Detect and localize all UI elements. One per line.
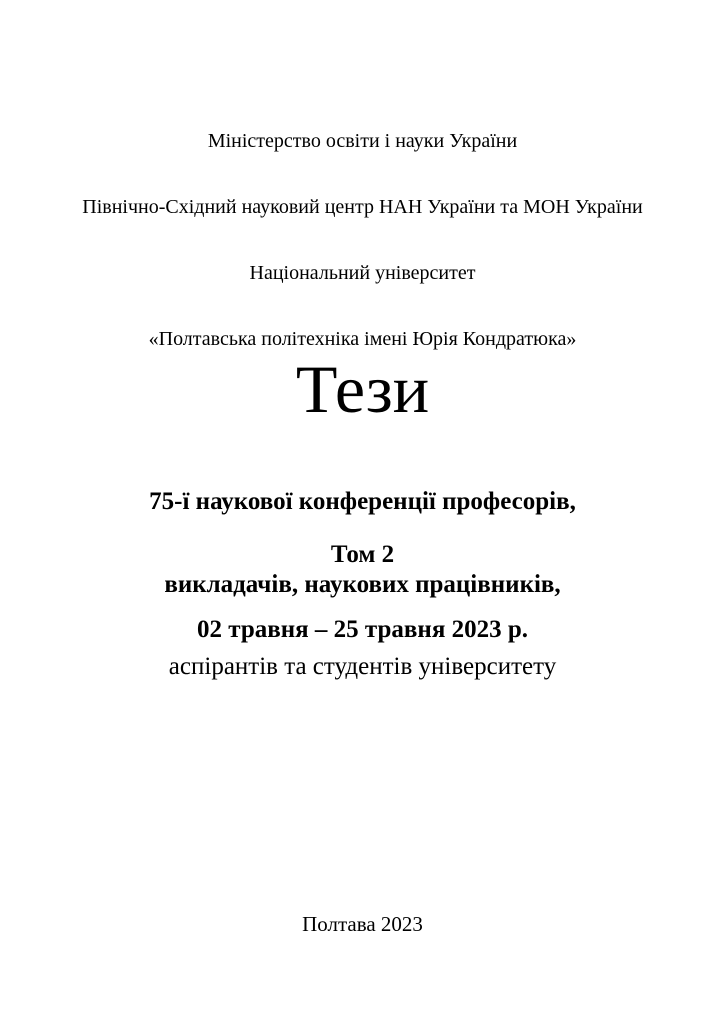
header-line-university-name: «Полтавська політехніка імені Юрія Кондратюка» (148, 328, 577, 350)
city-year-imprint: Полтава 2023 (302, 912, 423, 936)
header-line-ministry: Міністерство освіти і науки України (207, 130, 518, 152)
organization-header (0, 86, 725, 394)
conference-date-range: 02 травня – 25 травня 2023 р. (197, 616, 528, 643)
header-line-science-center: Північно-Східний науковий центр НАН України та МОН України (82, 196, 643, 218)
header-line-university-type: Національний університет (249, 262, 476, 284)
subtitle-line-2: викладачів, наукових працівників, (164, 570, 561, 598)
subtitle-line-1: 75-ї наукової конференції професорів, (149, 488, 576, 515)
volume-label: Том 2 (330, 541, 395, 568)
document-title: Тези (295, 351, 430, 427)
conference-subtitle (0, 433, 725, 736)
subtitle-line-3: аспірантів та студентів університету (168, 653, 557, 680)
